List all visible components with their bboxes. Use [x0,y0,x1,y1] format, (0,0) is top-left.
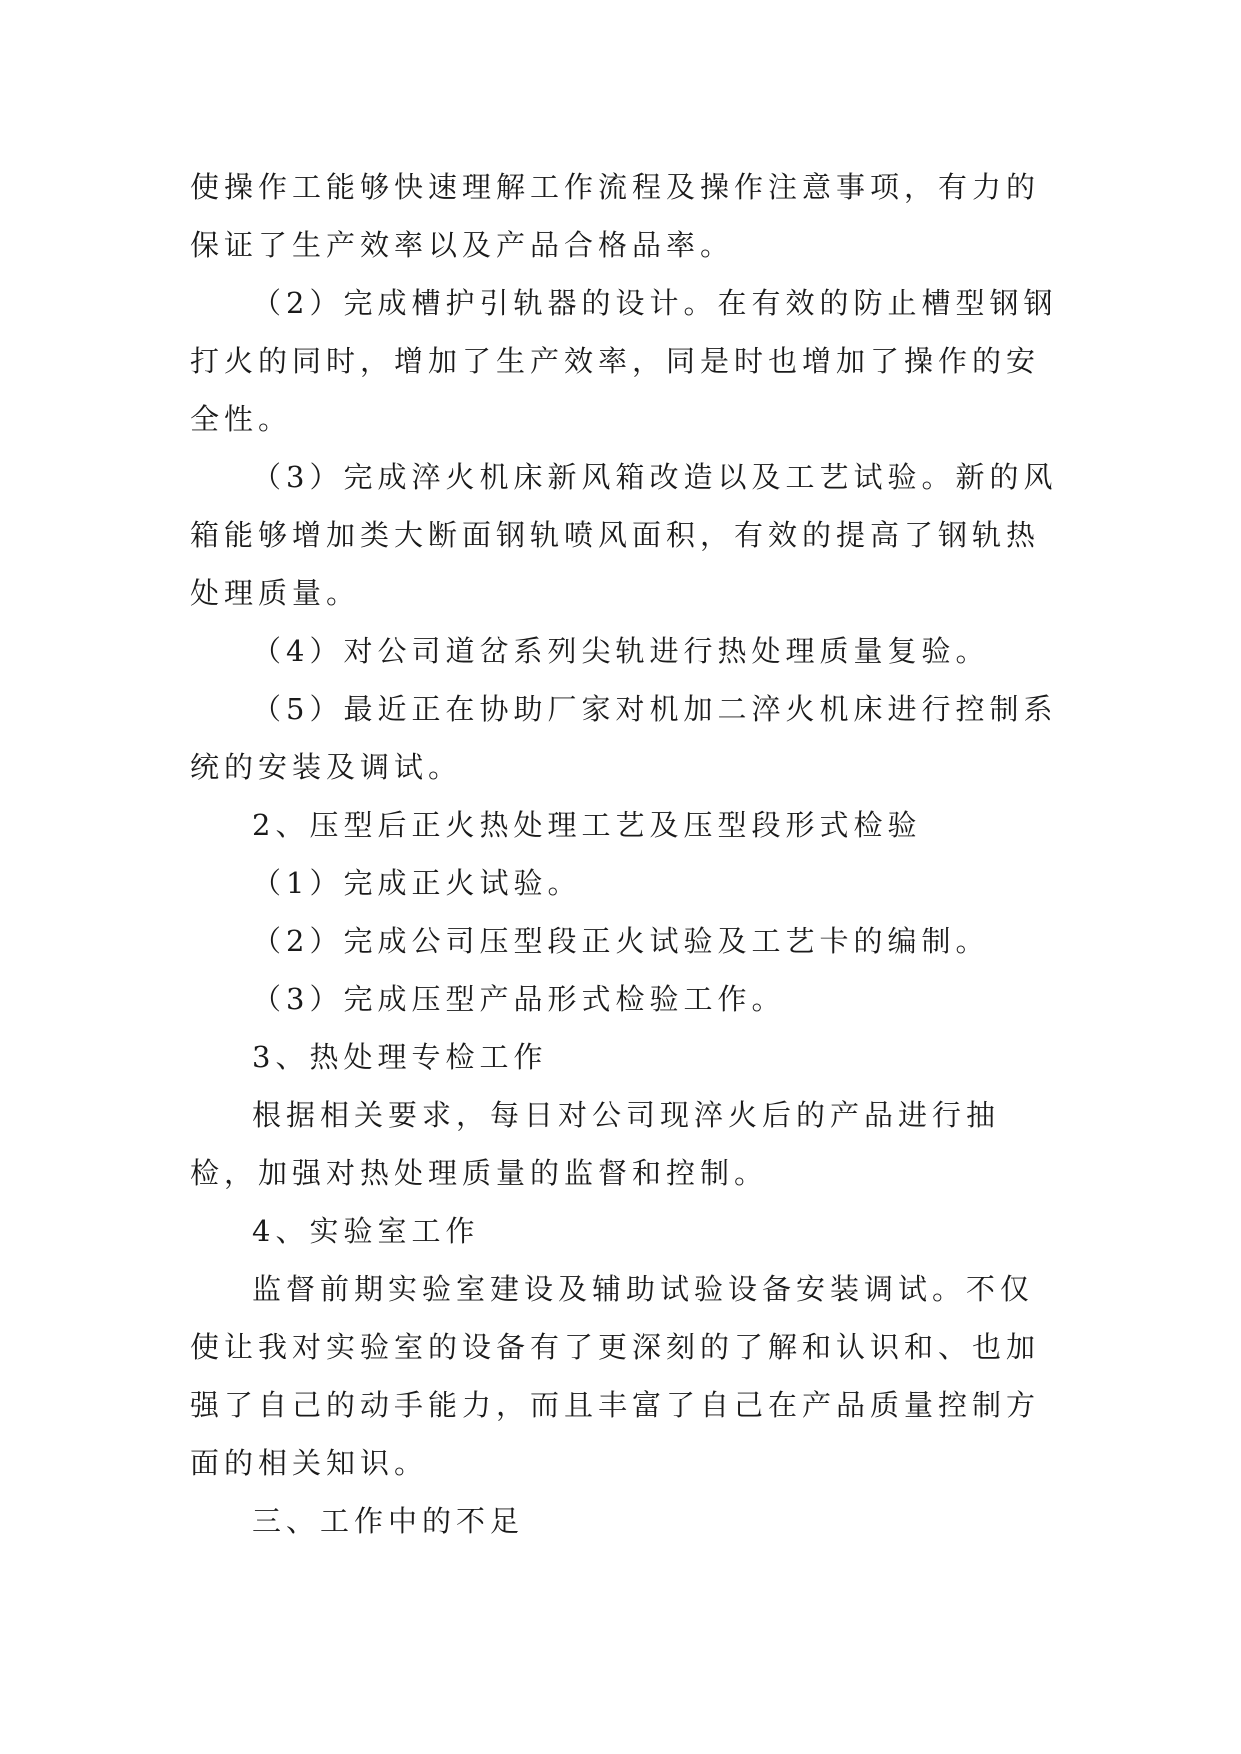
section-heading-shortcomings: 三、工作中的不足 [252,1504,525,1538]
paragraph-continuation: 使操作工能够快速理解工作流程及操作注意事项，有力的保证了生产效率以及产品合格品率。 [190,170,1041,262]
list-item-type-inspection: （3）完成压型产品形式检验工作。 [252,982,786,1016]
list-item-switch-rail-recheck: （4）对公司道岔系列尖轨进行热处理质量复验。 [252,634,990,668]
document-body [190,158,1060,1550]
section-heading-normalizing: 2、压型后正火热处理工艺及压型段形式检验 [252,808,922,842]
list-item-air-box-retrofit: （3）完成淬火机床新风箱改造以及工艺试验。新的风箱能够增加类大断面钢轨喷风面积，有效的提高了钢轨热处理质量。 [190,460,1058,610]
section-heading-laboratory: 4、实验室工作 [252,1214,480,1248]
list-item-process-card: （2）完成公司压型段正火试验及工艺卡的编制。 [252,924,990,958]
list-item-control-system-install: （5）最近正在协助厂家对机加二淬火机床进行控制系统的安装及调试。 [190,692,1058,784]
list-item-guide-rail-design: （2）完成槽护引轨器的设计。在有效的防止槽型钢钢打火的同时，增加了生产效率，同是时也增加了操作的安全性。 [190,286,1058,436]
section-heading-heat-treatment-inspection: 3、热处理专检工作 [252,1040,548,1074]
paragraph-sampling-inspection: 根据相关要求，每日对公司现淬火后的产品进行抽检，加强对热处理质量的监督和控制。 [190,1098,1001,1190]
list-item-normalizing-test: （1）完成正火试验。 [252,866,582,900]
paragraph-laboratory-work: 监督前期实验室建设及辅助试验设备安装调试。不仅使让我对实验室的设备有了更深刻的了解和认识和、也加强了自己的动手能力，而且丰富了自己在产品质量控制方面的相关知识。 [190,1272,1041,1480]
